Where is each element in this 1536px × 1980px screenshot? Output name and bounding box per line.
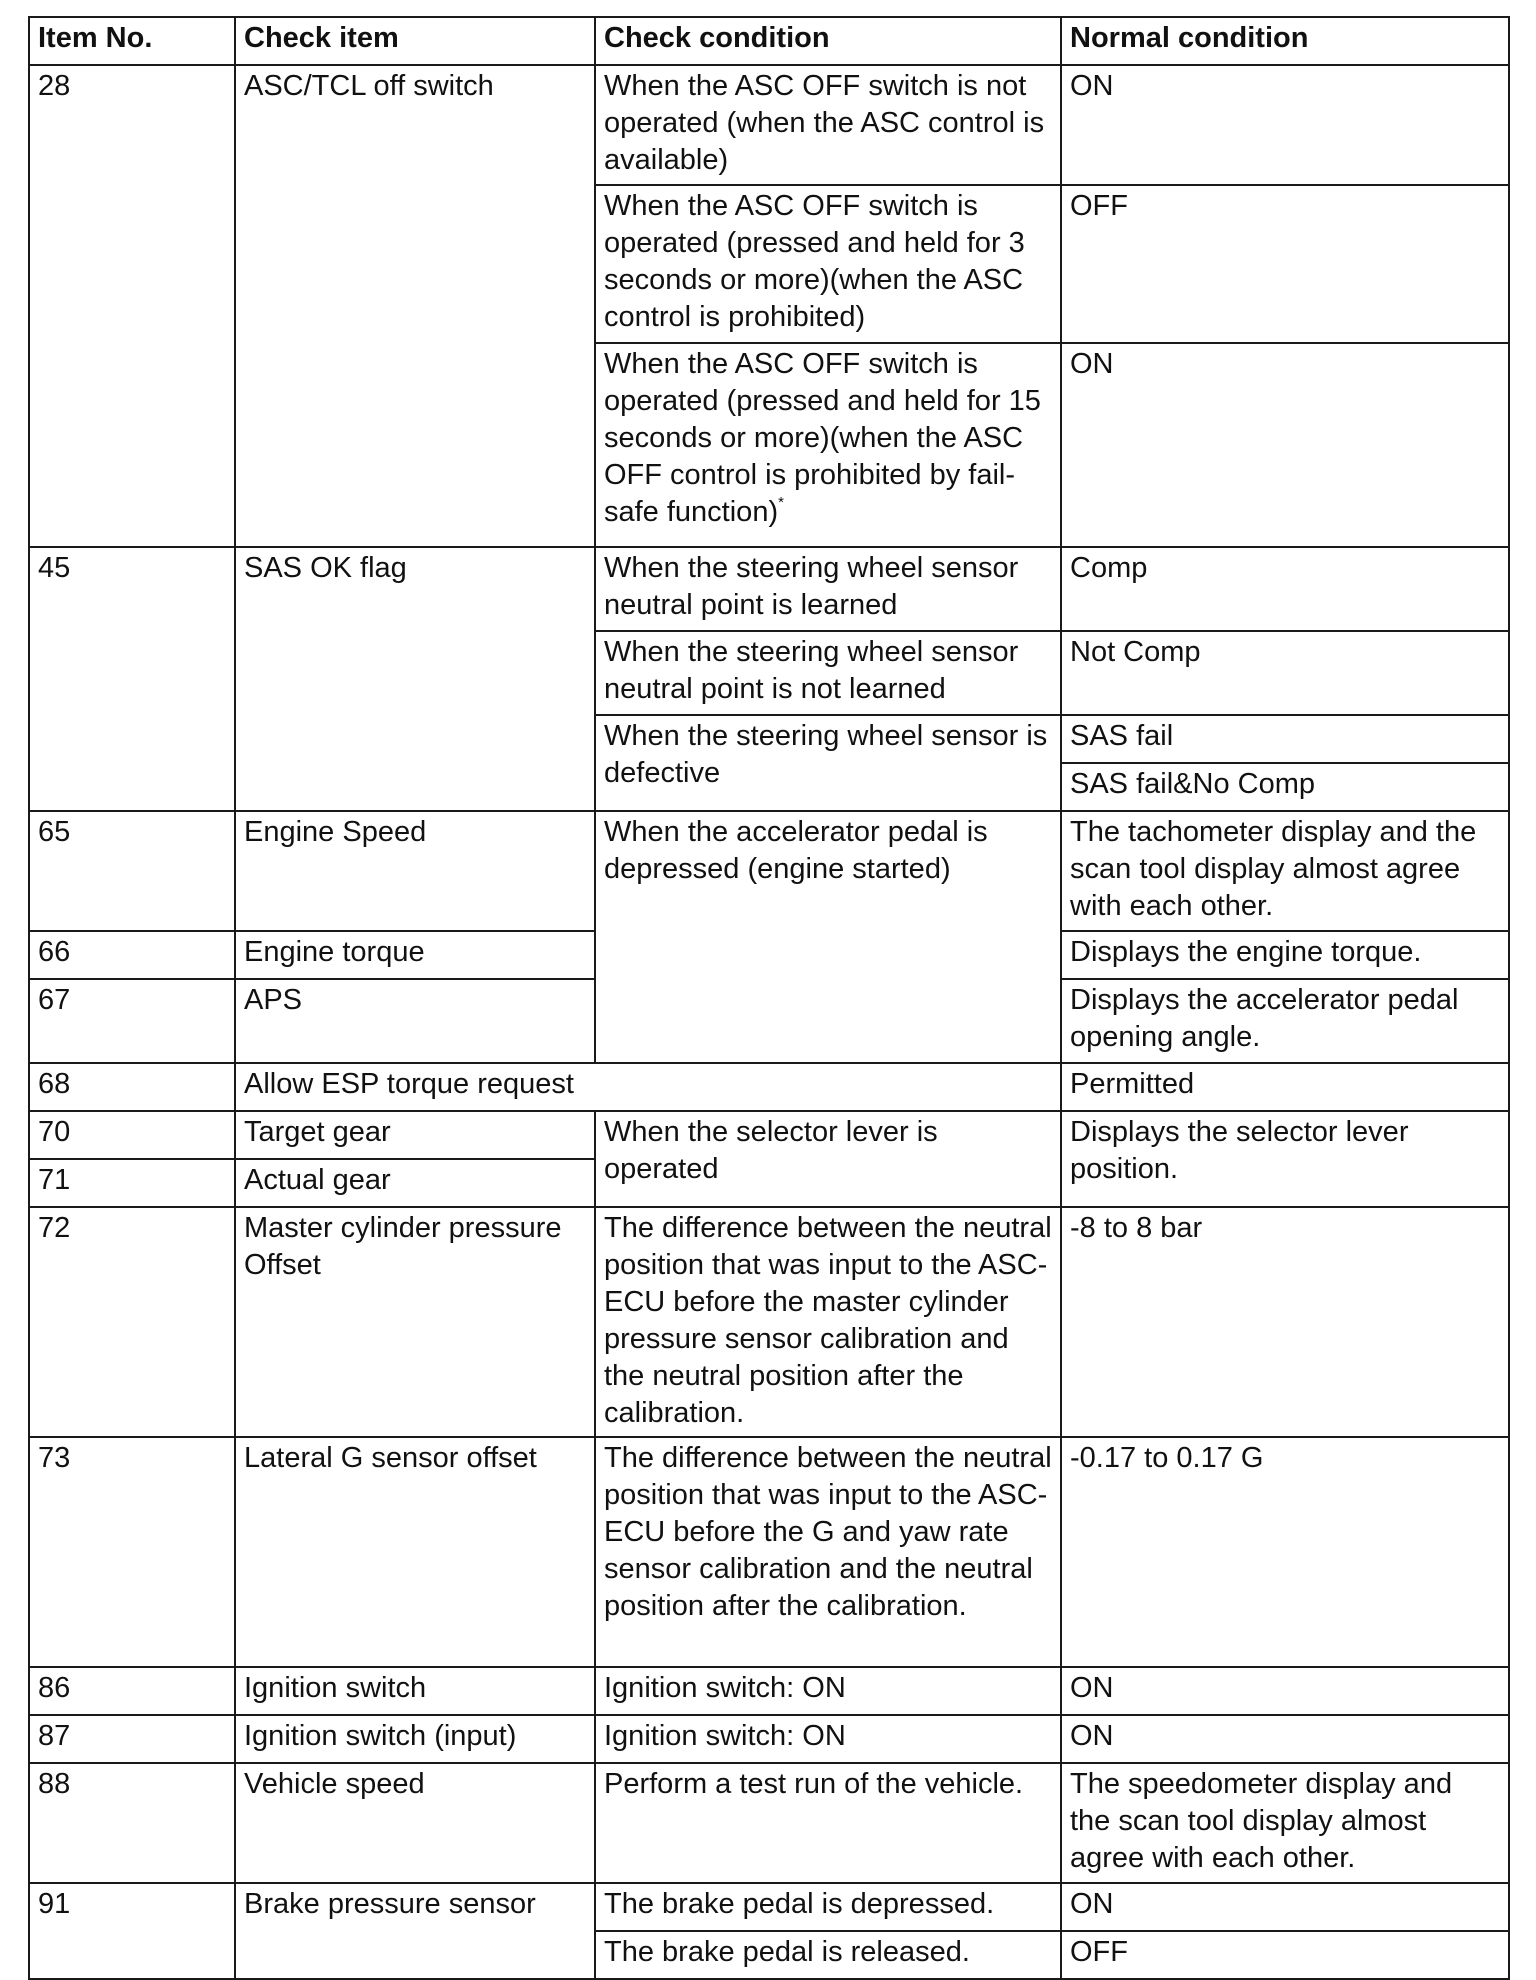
check-condition-45-3: When the steering wheel sensor is defective xyxy=(595,715,1061,811)
check-item-66: Engine torque xyxy=(235,931,595,979)
item-no-86: 86 xyxy=(29,1667,235,1715)
check-condition-28-1: When the ASC OFF switch is not operated (when the ASC control is available) xyxy=(595,65,1061,185)
item-no-28: 28 xyxy=(29,65,235,547)
header-row xyxy=(29,17,1509,65)
item-no-73: 73 xyxy=(29,1437,235,1667)
normal-condition-88: The speedometer display and the scan tool display almost agree with each other. xyxy=(1061,1763,1509,1883)
check-condition-28-3 xyxy=(595,343,1061,547)
item-no-71: 71 xyxy=(29,1159,235,1207)
check-condition-45-2: When the steering wheel sensor neutral point is not learned xyxy=(595,631,1061,715)
header-item-no: Item No. xyxy=(29,17,235,65)
normal-condition-87: ON xyxy=(1061,1715,1509,1763)
table-row-65 xyxy=(29,811,1509,931)
normal-condition-65: The tachometer display and the scan tool display almost agree with each other. xyxy=(1061,811,1509,931)
check-condition-91-1: The brake pedal is depressed. xyxy=(595,1883,1061,1931)
check-condition-70-71: When the selector lever is operated xyxy=(595,1111,1061,1207)
normal-condition-91-2: OFF xyxy=(1061,1931,1509,1979)
item-no-65: 65 xyxy=(29,811,235,931)
table-row-45 xyxy=(29,547,1509,631)
check-item-73: Lateral G sensor offset xyxy=(235,1437,595,1667)
check-item-68: Allow ESP torque request xyxy=(235,1063,1061,1111)
check-item-70: Target gear xyxy=(235,1111,595,1159)
normal-condition-86: ON xyxy=(1061,1667,1509,1715)
header-check-condition: Check condition xyxy=(595,17,1061,65)
check-condition-45-1: When the steering wheel sensor neutral point is learned xyxy=(595,547,1061,631)
normal-condition-45-1: Comp xyxy=(1061,547,1509,631)
normal-condition-45-2: Not Comp xyxy=(1061,631,1509,715)
check-item-28: ASC/TCL off switch xyxy=(235,65,595,547)
check-item-86: Ignition switch xyxy=(235,1667,595,1715)
check-item-45: SAS OK flag xyxy=(235,547,595,811)
check-item-91: Brake pressure sensor xyxy=(235,1883,595,1979)
item-no-66: 66 xyxy=(29,931,235,979)
check-condition-73: The difference between the neutral position that was input to the ASC-ECU before the G and yaw rate sensor calibration and the neutral position after the calibration. xyxy=(595,1437,1061,1667)
check-condition-28-2: When the ASC OFF switch is operated (pressed and held for 3 seconds or more)(when the ASC control is prohibited) xyxy=(595,185,1061,343)
header-normal-condition: Normal condition xyxy=(1061,17,1509,65)
check-condition-65-67: When the accelerator pedal is depressed (engine started) xyxy=(595,811,1061,1063)
normal-condition-91-1: ON xyxy=(1061,1883,1509,1931)
check-condition-72: The difference between the neutral position that was input to the ASC-ECU before the master cylinder pressure sensor calibration and the neutral position after the calibration. xyxy=(595,1207,1061,1437)
table-row-91 xyxy=(29,1883,1509,1931)
normal-condition-45-3a: SAS fail xyxy=(1061,715,1509,763)
normal-condition-28-2: OFF xyxy=(1061,185,1509,343)
check-item-71: Actual gear xyxy=(235,1159,595,1207)
item-no-91: 91 xyxy=(29,1883,235,1979)
item-no-45: 45 xyxy=(29,547,235,811)
check-item-87: Ignition switch (input) xyxy=(235,1715,595,1763)
check-item-72: Master cylinder pressure Offset xyxy=(235,1207,595,1437)
check-item-65: Engine Speed xyxy=(235,811,595,931)
footnote-mark: * xyxy=(778,494,784,511)
item-no-67: 67 xyxy=(29,979,235,1063)
table-row-68 xyxy=(29,1063,1509,1111)
normal-condition-67: Displays the accelerator pedal opening angle. xyxy=(1061,979,1509,1063)
check-condition-87: Ignition switch: ON xyxy=(595,1715,1061,1763)
item-no-72: 72 xyxy=(29,1207,235,1437)
table-row-70 xyxy=(29,1111,1509,1159)
check-items-table xyxy=(28,16,1510,1980)
check-condition-86: Ignition switch: ON xyxy=(595,1667,1061,1715)
check-item-88: Vehicle speed xyxy=(235,1763,595,1883)
item-no-87: 87 xyxy=(29,1715,235,1763)
item-no-68: 68 xyxy=(29,1063,235,1111)
table-row-88 xyxy=(29,1763,1509,1883)
check-condition-28-3-text: When the ASC OFF switch is operated (pressed and held for 15 seconds or more)(when the ASC OFF control is prohibited by fail-safe function) xyxy=(604,348,1041,528)
table-row-73 xyxy=(29,1437,1509,1667)
normal-condition-45-3b: SAS fail&No Comp xyxy=(1061,763,1509,811)
check-condition-88: Perform a test run of the vehicle. xyxy=(595,1763,1061,1883)
item-no-88: 88 xyxy=(29,1763,235,1883)
normal-condition-70-71: Displays the selector lever position. xyxy=(1061,1111,1509,1207)
check-condition-91-2: The brake pedal is released. xyxy=(595,1931,1061,1979)
normal-condition-28-1: ON xyxy=(1061,65,1509,185)
normal-condition-73: -0.17 to 0.17 G xyxy=(1061,1437,1509,1667)
normal-condition-28-3: ON xyxy=(1061,343,1509,547)
item-no-70: 70 xyxy=(29,1111,235,1159)
table-row-86 xyxy=(29,1667,1509,1715)
normal-condition-66: Displays the engine torque. xyxy=(1061,931,1509,979)
table-row-87 xyxy=(29,1715,1509,1763)
table-row-28 xyxy=(29,65,1509,185)
check-item-67: APS xyxy=(235,979,595,1063)
normal-condition-72: -8 to 8 bar xyxy=(1061,1207,1509,1437)
table-row-72 xyxy=(29,1207,1509,1437)
header-check-item: Check item xyxy=(235,17,595,65)
normal-condition-68: Permitted xyxy=(1061,1063,1509,1111)
